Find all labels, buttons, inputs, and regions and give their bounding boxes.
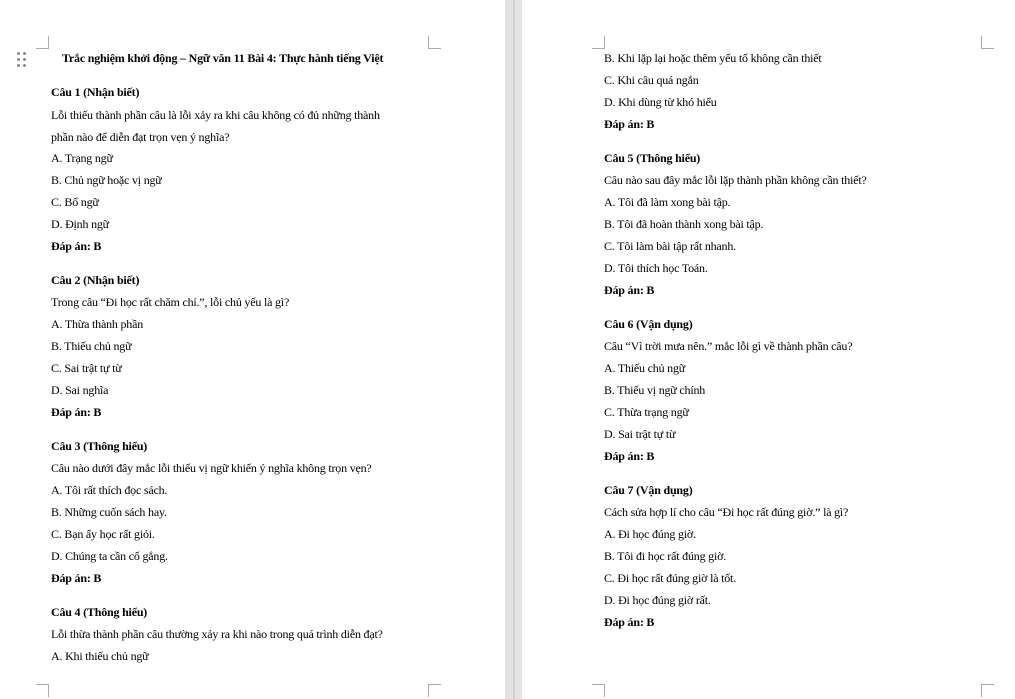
document-page-1	[0, 0, 505, 699]
question-heading: Câu 5 (Thông hiểu)	[604, 151, 701, 165]
crop-mark-bottom-left	[592, 684, 605, 697]
option-a: A. Tôi đã làm xong bài tập.	[604, 195, 731, 209]
crop-mark-top-right	[428, 36, 441, 49]
option-b: B. Tôi đi học rất đúng giờ.	[604, 549, 727, 563]
answer-label: Đáp án: B	[51, 239, 102, 253]
document-title: Trắc nghiệm khởi động – Ngữ văn 11 Bài 4: Thực hành tiếng Việt	[62, 51, 384, 65]
answer-label: Đáp án: B	[604, 117, 655, 131]
option-d: D. Khi dùng từ khó hiểu	[604, 95, 717, 109]
option-a: A. Đi học đúng giờ.	[604, 527, 696, 541]
crop-mark-bottom-left	[36, 684, 49, 697]
question-heading: Câu 1 (Nhận biết)	[51, 85, 140, 99]
option-a: A. Tôi rất thích đọc sách.	[51, 483, 168, 497]
answer-label: Đáp án: B	[604, 615, 655, 629]
option-c: C. Khi câu quá ngắn	[604, 73, 699, 87]
option-d: D. Tôi thích học Toán.	[604, 261, 708, 275]
question-text: Trong câu “Đi học rất chăm chỉ.”, lỗi chủ yếu là gì?	[51, 295, 290, 309]
question-heading: Câu 3 (Thông hiểu)	[51, 439, 148, 453]
option-a: A. Khi thiếu chủ ngữ	[51, 649, 149, 663]
option-c: C. Thừa trạng ngữ	[604, 405, 689, 419]
crop-mark-bottom-right	[428, 684, 441, 697]
option-b: B. Khi lặp lại hoặc thêm yếu tố không cần thiết	[604, 51, 822, 65]
option-a: A. Trạng ngữ	[51, 151, 113, 165]
option-b: B. Chủ ngữ hoặc vị ngữ	[51, 173, 162, 187]
answer-label: Đáp án: B	[604, 283, 655, 297]
drag-handle-icon[interactable]	[17, 52, 27, 68]
crop-mark-bottom-right	[981, 684, 994, 697]
answer-label: Đáp án: B	[51, 405, 102, 419]
page-divider	[513, 0, 515, 699]
option-a: A. Thừa thành phần	[51, 317, 143, 331]
question-text: phần nào để diễn đạt trọn vẹn ý nghĩa?	[51, 130, 230, 144]
question-text: Lỗi thừa thành phần câu thường xảy ra khi nào trong quá trình diễn đạt?	[51, 627, 383, 641]
question-text: Câu nào sau đây mắc lỗi lặp thành phần không cần thiết?	[604, 173, 867, 187]
option-c: C. Đi học rất đúng giờ là tốt.	[604, 571, 736, 585]
crop-mark-top-left	[36, 36, 49, 49]
question-heading: Câu 2 (Nhận biết)	[51, 273, 140, 287]
option-c: C. Tôi làm bài tập rất nhanh.	[604, 239, 736, 253]
question-text: Lỗi thiếu thành phần câu là lỗi xảy ra khi câu không có đủ những thành	[51, 108, 380, 122]
question-text: Câu nào dưới đây mắc lỗi thiếu vị ngữ khiến ý nghĩa không trọn vẹn?	[51, 461, 372, 475]
question-text: Câu “Vì trời mưa nên.” mắc lỗi gì về thành phần câu?	[604, 339, 853, 353]
crop-mark-top-left	[592, 36, 605, 49]
answer-label: Đáp án: B	[604, 449, 655, 463]
crop-mark-top-right	[981, 36, 994, 49]
option-b: B. Tôi đã hoàn thành xong bài tập.	[604, 217, 764, 231]
option-d: D. Định ngữ	[51, 217, 109, 231]
option-d: D. Sai nghĩa	[51, 383, 109, 397]
question-heading: Câu 6 (Vận dụng)	[604, 317, 693, 331]
question-heading: Câu 7 (Vận dụng)	[604, 483, 693, 497]
question-heading: Câu 4 (Thông hiểu)	[51, 605, 148, 619]
option-c: C. Sai trật tự từ	[51, 361, 122, 375]
option-b: B. Thiếu vị ngữ chính	[604, 383, 706, 397]
option-b: B. Thiếu chủ ngữ	[51, 339, 132, 353]
option-d: D. Sai trật tự từ	[604, 427, 676, 441]
option-d: D. Đi học đúng giờ rất.	[604, 593, 711, 607]
option-c: C. Bổ ngữ	[51, 195, 99, 209]
option-d: D. Chúng ta cần cố gắng.	[51, 549, 168, 563]
answer-label: Đáp án: B	[51, 571, 102, 585]
option-a: A. Thiếu chủ ngữ	[604, 361, 686, 375]
question-text: Cách sửa hợp lí cho câu “Đi học rất đúng giờ.” là gì?	[604, 505, 849, 519]
option-b: B. Những cuốn sách hay.	[51, 505, 167, 519]
document-page-2	[522, 0, 1015, 699]
option-c: C. Bạn ấy học rất giỏi.	[51, 527, 155, 541]
